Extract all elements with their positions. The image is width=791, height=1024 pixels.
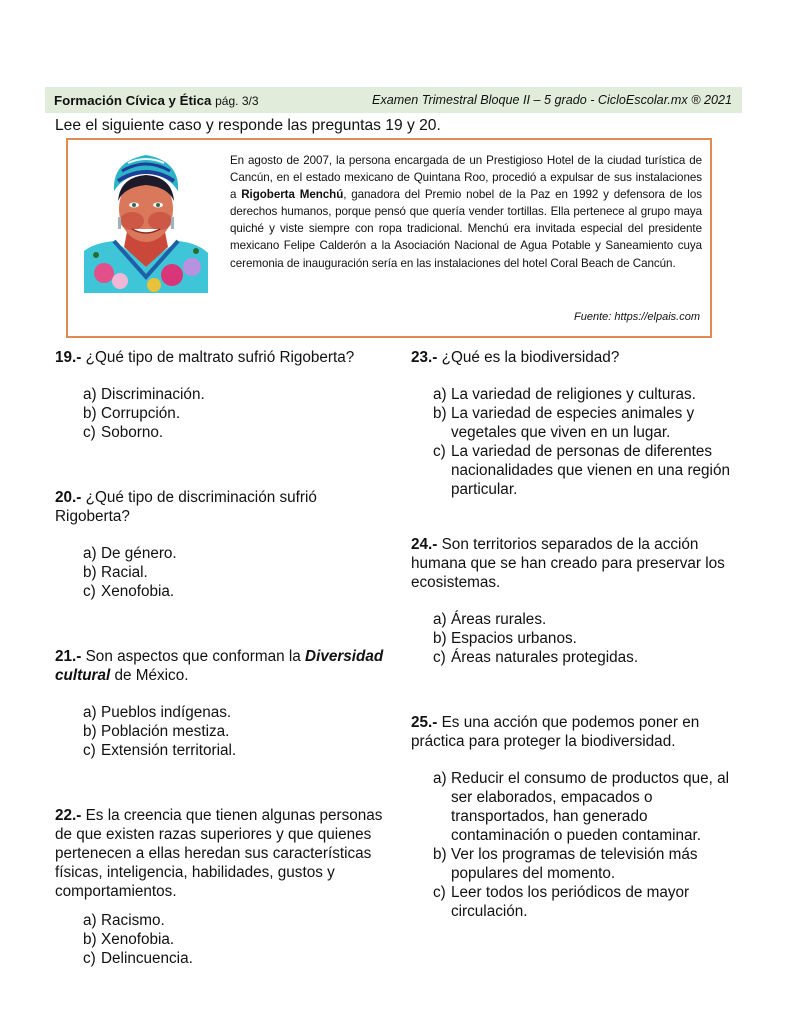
option-text: Xenofobia. (101, 583, 175, 600)
question-stem (55, 348, 385, 367)
option-text: Racial. (101, 564, 148, 581)
question-text: ¿Qué tipo de maltrato sufrió Rigoberta? (81, 349, 355, 366)
question-text-before: Son aspectos que conforman la (81, 648, 306, 665)
question-emphasis: Diversidad cultural (55, 648, 384, 684)
option-a[interactable] (433, 769, 746, 845)
option-c[interactable] (83, 423, 385, 442)
question-number: 22.- (55, 807, 82, 824)
option-a[interactable] (433, 610, 746, 629)
option-letter: b) (83, 564, 97, 581)
option-letter: c) (83, 742, 96, 759)
question-20 (55, 488, 385, 601)
question-text: Es la creencia que tienen algunas personas de que existen razas superiores y que quienes pertenecen a ellas heredan sus características físicas, inteligencia, habilidades, gustos y comportamientos. (55, 807, 383, 900)
option-text: Población mestiza. (101, 723, 230, 740)
option-list (411, 769, 746, 921)
option-letter: b) (83, 723, 97, 740)
question-stem (55, 806, 385, 901)
option-b[interactable] (83, 930, 385, 949)
option-text: De género. (101, 545, 177, 562)
question-number: 19.- (55, 349, 82, 366)
option-text: Reducir el consumo de productos que, al ser elaborados, empacados o transportados, han generado contaminación o pueden contaminar. (451, 770, 730, 844)
option-a[interactable] (433, 385, 746, 404)
question-25 (411, 713, 746, 921)
option-letter: a) (433, 386, 447, 403)
question-stem (411, 348, 746, 367)
option-b[interactable] (433, 629, 746, 648)
exam-info: Examen Trimestral Bloque II – 5 grado - CicloEscolar.mx ® 2021 (372, 93, 732, 107)
option-letter: b) (433, 846, 447, 863)
page-header (45, 87, 742, 113)
option-b[interactable] (83, 404, 385, 423)
question-21 (55, 647, 385, 760)
question-stem (55, 647, 385, 685)
option-text: Discriminación. (101, 386, 205, 403)
option-text: Corrupción. (101, 405, 181, 422)
option-text: La variedad de especies animales y vegetales que viven en un lugar. (451, 405, 695, 441)
option-c[interactable] (83, 582, 385, 601)
option-text: Espacios urbanos. (451, 630, 577, 647)
option-letter: b) (83, 405, 97, 422)
option-b[interactable] (433, 404, 746, 442)
option-text: Soborno. (101, 424, 164, 441)
case-source: Fuente: https://elpais.com (574, 311, 700, 323)
option-a[interactable] (83, 703, 385, 722)
option-text: Xenofobia. (101, 931, 175, 948)
option-list (411, 610, 746, 667)
question-number: 25.- (411, 714, 438, 731)
questions-left-column (55, 348, 385, 968)
option-text: La variedad de religiones y culturas. (451, 386, 696, 403)
option-text: Leer todos los periódicos de mayor circulación. (451, 884, 690, 920)
option-letter: b) (83, 931, 97, 948)
option-text: Ver los programas de televisión más populares del momento. (451, 846, 698, 882)
question-stem (411, 535, 746, 592)
case-text-part-2: , ganadora del Premio nobel de la Paz en 1992 y defensora de los derechos humanos, porque pensó que quería vender tortillas. Ella pertenece al grupo maya quiché y viste siempre con ropa tradicional. Menchú era invitada especial del presidente mexicano Felipe Calderón a la Asociación Nacional de Agua Potable y Saneamiento cuya ceremonia de inauguración sería en las instalaciones del hotel Coral Beach de Cancún. (230, 188, 702, 270)
option-a[interactable] (83, 911, 385, 930)
option-letter: a) (433, 770, 447, 787)
option-letter: c) (433, 443, 446, 460)
questions-right-column (411, 348, 746, 921)
option-text: Áreas naturales protegidas. (451, 649, 639, 666)
question-23 (411, 348, 746, 499)
option-b[interactable] (83, 722, 385, 741)
question-number: 21.- (55, 648, 82, 665)
question-text-after: de México. (110, 667, 189, 684)
option-c[interactable] (433, 442, 746, 499)
option-c[interactable] (433, 648, 746, 667)
option-list (55, 544, 385, 601)
option-b[interactable] (83, 563, 385, 582)
option-letter: b) (433, 630, 447, 647)
question-24 (411, 535, 746, 667)
option-letter: c) (433, 649, 446, 666)
header-subject-block (54, 93, 259, 108)
question-number: 20.- (55, 489, 82, 506)
option-c[interactable] (433, 883, 746, 921)
case-text-part-1: En agosto de 2007, la persona encargada de un Prestigioso Hotel de la ciudad turística de Cancún, en el estado mexicano de Quintana Roo, procedió a expulsar de sus instalaciones a (230, 154, 702, 202)
option-c[interactable] (83, 741, 385, 760)
option-letter: a) (83, 912, 97, 929)
option-letter: a) (83, 545, 97, 562)
case-highlighted-name: Rigoberta Menchú (241, 188, 344, 202)
question-number: 23.- (411, 349, 438, 366)
question-stem (55, 488, 385, 526)
option-text: Extensión territorial. (101, 742, 237, 759)
option-a[interactable] (83, 544, 385, 563)
option-letter: b) (433, 405, 447, 422)
option-letter: c) (433, 884, 446, 901)
option-list (411, 385, 746, 499)
option-a[interactable] (83, 385, 385, 404)
portrait-illustration (84, 151, 208, 293)
option-letter: a) (433, 611, 447, 628)
question-19 (55, 348, 385, 442)
option-c[interactable] (83, 949, 385, 968)
option-list (55, 703, 385, 760)
question-text: Es una acción que podemos poner en práctica para proteger la biodiversidad. (411, 714, 700, 750)
page-number: pág. 3/3 (215, 93, 259, 108)
subject-title: Formación Cívica y Ética (54, 92, 212, 108)
option-letter: c) (83, 950, 96, 967)
option-letter: a) (83, 386, 97, 403)
option-text: Delincuencia. (101, 950, 193, 967)
case-box (66, 138, 712, 338)
option-letter: c) (83, 424, 96, 441)
question-number: 24.- (411, 536, 438, 553)
instruction-text: Lee el siguiente caso y responde las preguntas 19 y 20. (55, 117, 441, 134)
option-list (55, 911, 385, 968)
option-text: Áreas rurales. (451, 611, 547, 628)
portrait-image-icon (84, 151, 208, 293)
question-text: Son territorios separados de la acción humana que se han creado para preservar los ecosistemas. (411, 536, 725, 591)
case-text (230, 152, 702, 272)
option-text: La variedad de personas de diferentes nacionalidades que vienen en una región particular. (451, 443, 730, 498)
option-letter: c) (83, 583, 96, 600)
option-text: Pueblos indígenas. (101, 704, 232, 721)
option-text: Racismo. (101, 912, 165, 929)
option-list (55, 385, 385, 442)
question-text: ¿Qué es la biodiversidad? (437, 349, 620, 366)
question-22 (55, 806, 385, 968)
option-letter: a) (83, 704, 97, 721)
option-b[interactable] (433, 845, 746, 883)
question-stem (411, 713, 746, 751)
question-text: ¿Qué tipo de discriminación sufrió Rigoberta? (55, 489, 317, 525)
